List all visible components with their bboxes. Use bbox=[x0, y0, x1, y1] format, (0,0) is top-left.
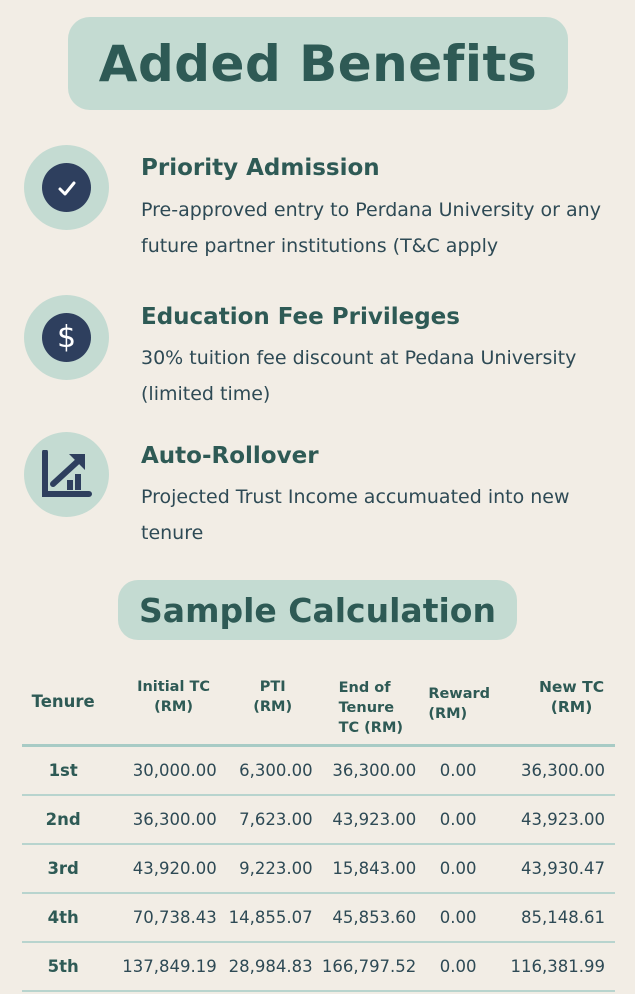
cell-new-tc: 116,381.99 bbox=[498, 942, 615, 991]
header-end: End of Tenure TC (RM) bbox=[338, 680, 404, 736]
cell-end-tc: 45,853.60 bbox=[319, 893, 419, 942]
sample-calculation-table bbox=[22, 650, 615, 992]
cell-tenure: 5th bbox=[22, 942, 104, 991]
header-reward: Reward (RM) bbox=[428, 686, 491, 722]
cell-initial-tc: 30,000.00 bbox=[104, 746, 226, 796]
header-tenure: Tenure bbox=[31, 692, 95, 711]
cell-reward: 0.00 bbox=[418, 893, 498, 942]
table-row bbox=[22, 893, 615, 942]
cell-initial-tc: 70,738.43 bbox=[104, 893, 226, 942]
dollar-icon: $ bbox=[42, 313, 91, 362]
cell-new-tc: 36,300.00 bbox=[498, 746, 615, 796]
cell-new-tc: 85,148.61 bbox=[498, 893, 615, 942]
cell-pti: 28,984.83 bbox=[227, 942, 319, 991]
cell-reward: 0.00 bbox=[418, 942, 498, 991]
section-title: Sample Calculation bbox=[118, 580, 517, 640]
cell-end-tc: 166,797.52 bbox=[319, 942, 419, 991]
cell-end-tc: 15,843.00 bbox=[319, 844, 419, 893]
table-row bbox=[22, 844, 615, 893]
check-icon bbox=[42, 163, 91, 212]
cell-pti: 6,300.00 bbox=[227, 746, 319, 796]
benefit-heading: Auto-Rollover bbox=[141, 443, 319, 469]
header-initial: Initial TC (RM) bbox=[137, 679, 211, 715]
cell-pti: 7,623.00 bbox=[227, 795, 319, 844]
table-row bbox=[22, 942, 615, 991]
cell-pti: 9,223.00 bbox=[227, 844, 319, 893]
cell-new-tc: 43,930.47 bbox=[498, 844, 615, 893]
benefit-description: Pre-approved entry to Perdana University or any future partner institutions (T&C apply bbox=[141, 199, 601, 257]
header-pti: PTI (RM) bbox=[253, 679, 293, 715]
cell-pti: 14,855.07 bbox=[227, 893, 319, 942]
cell-reward: 0.00 bbox=[418, 795, 498, 844]
page-title: Added Benefits bbox=[68, 17, 568, 110]
cell-reward: 0.00 bbox=[418, 746, 498, 796]
cell-end-tc: 36,300.00 bbox=[319, 746, 419, 796]
growth-chart-icon bbox=[41, 450, 93, 500]
benefit-description: Projected Trust Income accumuated into new tenure bbox=[141, 486, 570, 544]
cell-initial-tc: 43,920.00 bbox=[104, 844, 226, 893]
cell-new-tc: 43,923.00 bbox=[498, 795, 615, 844]
cell-tenure: 4th bbox=[22, 893, 104, 942]
header-new: New TC (RM) bbox=[538, 678, 605, 716]
benefit-description: 30% tuition fee discount at Pedana University (limited time) bbox=[141, 347, 577, 405]
table-row bbox=[22, 795, 615, 844]
benefit-heading: Education Fee Privileges bbox=[141, 304, 460, 330]
cell-end-tc: 43,923.00 bbox=[319, 795, 419, 844]
table-row bbox=[22, 746, 615, 796]
cell-initial-tc: 137,849.19 bbox=[104, 942, 226, 991]
cell-tenure: 2nd bbox=[22, 795, 104, 844]
cell-tenure: 1st bbox=[22, 746, 104, 796]
cell-reward: 0.00 bbox=[418, 844, 498, 893]
benefit-heading: Priority Admission bbox=[141, 155, 380, 181]
cell-tenure: 3rd bbox=[22, 844, 104, 893]
cell-initial-tc: 36,300.00 bbox=[104, 795, 226, 844]
